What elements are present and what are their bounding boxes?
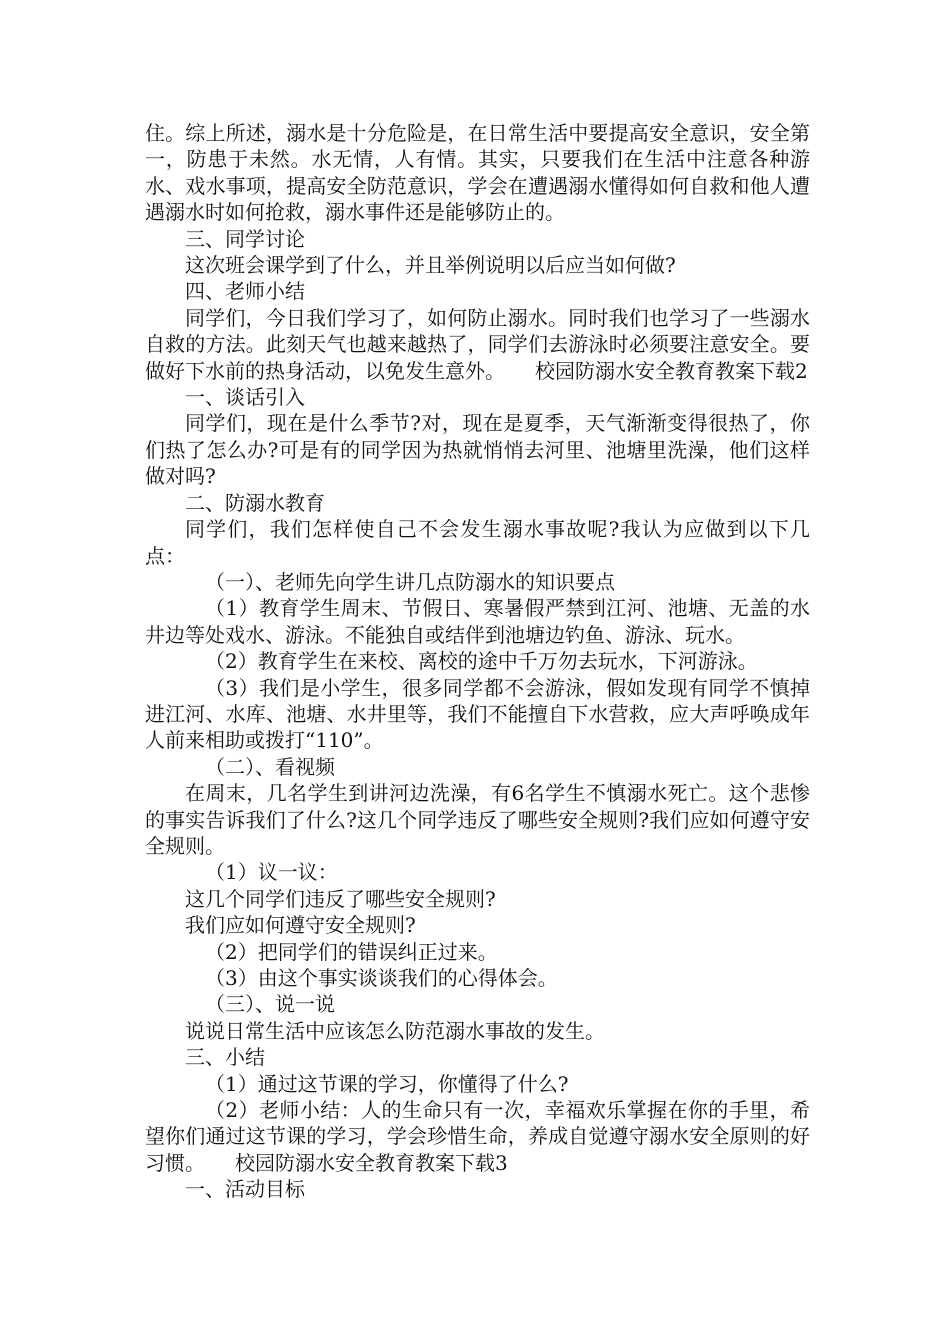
paragraph: 这几个同学们违反了哪些安全规则?: [185, 886, 496, 911]
sub-heading: （一）、老师先向学生讲几点防溺水的知识要点: [205, 569, 615, 594]
sub-heading: （二）、看视频: [205, 754, 335, 779]
paragraph: 在周末，几名学生到讲河边洗澡，有6名学生不慎溺水死亡。这个悲惨的事实告诉我们了什么?这几个同学违反了哪些安全规则?我们应如何遵守安全规则。: [145, 781, 810, 858]
section-heading: 三、小结: [185, 1045, 265, 1070]
paragraph: 同学们，今日我们学习了，如何防止溺水。同时我们也学习了一些溺水自救的方法。此刻天气也越来越热了，同学们去游泳时必须要注意安全。要做好下水前的热身活动，以免发生意外。 校园防溺水安全教育教案下载2: [145, 305, 810, 383]
list-item: （3）我们是小学生，很多同学都不会游泳，假如发现有同学不慎掉进江河、水库、池塘、水井里等，我们不能擅自下水营救，应大声呼唤成年人前来相助或拨打“110”。: [145, 675, 810, 753]
section-heading: 二、防溺水教育: [185, 490, 325, 515]
list-item: （3）由这个事实谈谈我们的心得体会。: [205, 966, 558, 990]
paragraph: 说说日常生活中应该怎么防范溺水事故的发生。: [185, 1018, 605, 1043]
section-heading: 一、活动目标: [185, 1177, 305, 1202]
paragraph: 同学们，现在是什么季节?对，现在是夏季，天气渐渐变得很热了，你们热了怎么办?可是有的同学因为热就悄悄去河里、池塘里洗澡，他们这样做对吗?: [145, 411, 810, 489]
list-item: （2）把同学们的错误纠正过来。: [205, 939, 498, 964]
list-item: （2）老师小结：人的生命只有一次，幸福欢乐掌握在你的手里，希望你们通过这节课的学习，学会珍惜生命，养成自觉遵守溺水安全原则的好习惯。 校园防溺水安全教育教案下载3: [145, 1098, 810, 1175]
list-item: （1）通过这节课的学习，你懂得了什么?: [205, 1071, 569, 1096]
paragraph: 我们应如何遵守安全规则?: [185, 913, 416, 938]
document-page: [145, 120, 810, 1203]
list-item: （1）议一议：: [205, 860, 338, 885]
list-item: （1）教育学生周末、节假日、寒暑假严禁到江河、池塘、无盖的水井边等处戏水、游泳。不能独自或结伴到池塘边钓鱼、游泳、玩水。: [145, 596, 810, 647]
section-heading: 一、谈话引入: [185, 385, 305, 410]
paragraph: 住。综上所述，溺水是十分危险是，在日常生活中要提高安全意识，安全第一，防患于未然。水无情，人有情。其实，只要我们在生活中注意各种游水、戏水事项，提高安全防范意识，学会在遭遇溺水懂得如何自救和他人遭遇溺水时如何抢救，溺水事件还是能够防止的。: [145, 121, 810, 225]
sub-heading: （三）、说一说: [205, 992, 335, 1017]
list-item: （2）教育学生在来校、离校的途中千万勿去玩水，下河游泳。: [205, 649, 758, 674]
section-heading: 三、同学讨论: [185, 226, 305, 251]
section-heading: 四、老师小结: [185, 279, 305, 304]
paragraph: 这次班会课学到了什么，并且举例说明以后应当如何做?: [185, 253, 676, 278]
paragraph: 同学们，我们怎样使自己不会发生溺水事故呢?我认为应做到以下几点：: [145, 517, 810, 568]
